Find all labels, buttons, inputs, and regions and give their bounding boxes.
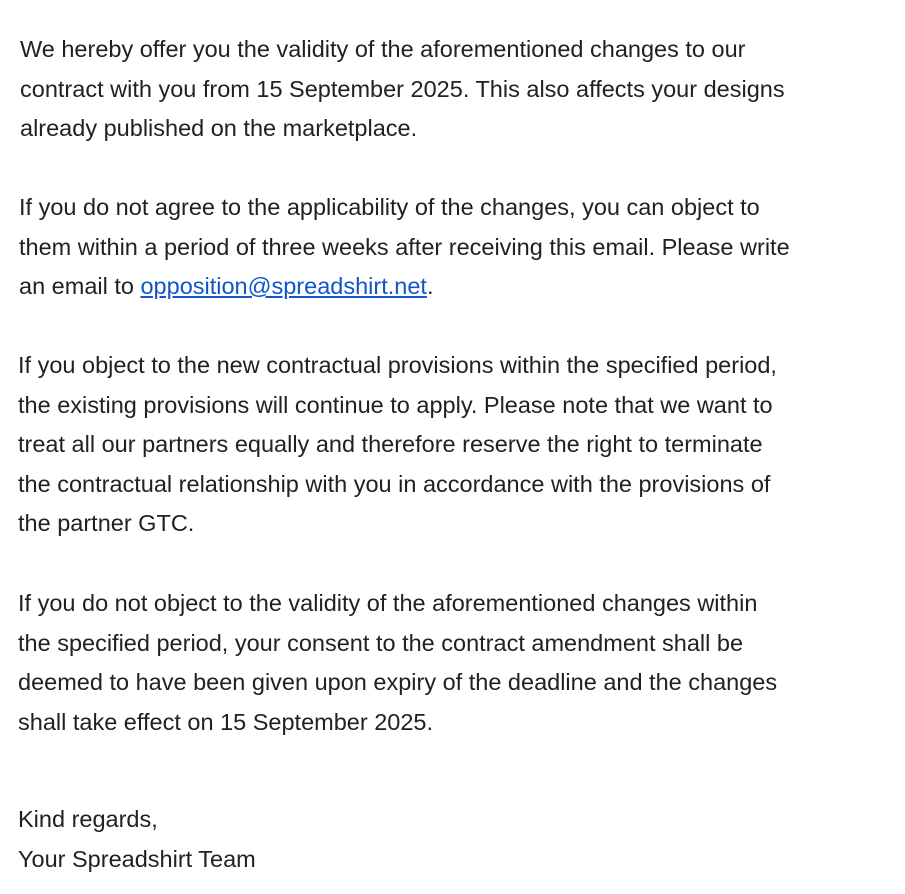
paragraph-deemed-consent (18, 584, 894, 742)
text-line: the specified period, your consent to the contract amendment shall be (18, 629, 744, 656)
text-line: them within a period of three weeks after receiving this email. Please write (19, 233, 790, 260)
text-line: If you object to the new contractual provisions within the specified period, (18, 352, 777, 378)
paragraph-offer (20, 30, 895, 149)
text-line: If you do not object to the validity of the aforementioned changes within (18, 590, 758, 616)
paragraph-objection-instructions (19, 188, 895, 307)
text-line: the contractual relationship with you in accordance with the provisions of (18, 470, 771, 497)
closing-greeting: Kind regards, (18, 806, 158, 832)
text-fragment: . (426, 273, 434, 299)
closing-signature: Your Spreadshirt Team (18, 845, 256, 872)
text-line: We hereby offer you the validity of the aforementioned changes to our (20, 36, 746, 62)
text-line: already published on the marketplace. (20, 115, 418, 141)
text-line: contract with you from 15 September 2025. This also affects your designs (20, 75, 785, 102)
email-closing (18, 800, 618, 879)
paragraph-objection-consequences (18, 346, 894, 544)
text-line: the existing provisions will continue to apply. Please note that we want to (18, 391, 773, 418)
text-line: the partner GTC. (18, 510, 195, 536)
text-line: If you do not agree to the applicability of the changes, you can object to (19, 194, 760, 220)
text-line (19, 267, 895, 307)
opposition-email-link[interactable]: opposition@spreadshirt.net (140, 273, 427, 299)
text-fragment: an email to (19, 273, 141, 299)
text-line: deemed to have been given upon expiry of the deadline and the changes (18, 669, 778, 695)
text-line: treat all our partners equally and therefore reserve the right to terminate (18, 431, 763, 457)
text-line: shall take effect on 15 September 2025. (18, 708, 434, 735)
